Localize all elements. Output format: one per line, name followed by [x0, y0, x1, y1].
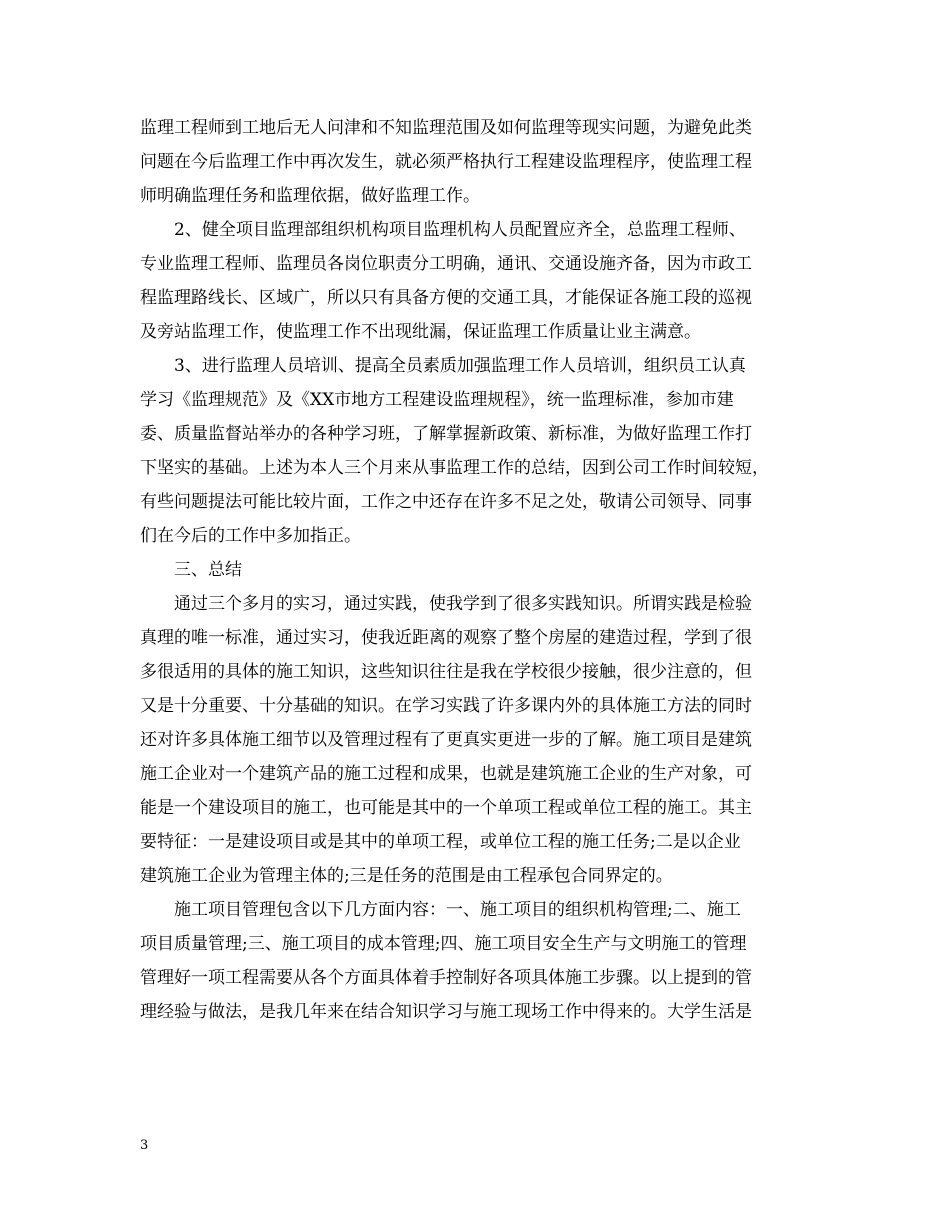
- text-line: 施工企业对一个建筑产品的施工过程和成果，也就是建筑施工企业的生产对象，可: [140, 764, 752, 784]
- text-line: 能是一个建设项目的施工，也可能是其中的一个单项工程或单位工程的施工。其主: [140, 798, 752, 818]
- text-line: 有些问题提法可能比较片面，工作之中还存在许多不足之处，敬请公司领导、同事: [140, 492, 752, 512]
- text-line: 监理工程师到工地后无人问津和不知监理范围及如何监理等现实问题，为避免此类: [140, 118, 752, 138]
- text-line: 项目质量管理;三、施工项目的成本管理;四、施工项目安全生产与文明施工的管理: [140, 934, 747, 954]
- text-line: 真理的唯一标准，通过实习，使我近距离的观察了整个房屋的建造过程，学到了很: [140, 628, 752, 648]
- text-line: 通过三个多月的实习，通过实践，使我学到了很多实践知识。所谓实践是检验: [174, 594, 752, 614]
- text-line: 多很适用的具体的施工知识，这些知识往往是我在学校很少接触，很少注意的，但: [140, 662, 752, 682]
- text-line: 及旁站监理工作，使监理工作不出现纰漏，保证监理工作质量让业主满意。: [140, 322, 701, 342]
- text-line: 专业监理工程师、监理员各岗位职责分工明确，通讯、交通设施齐备，因为市政工: [140, 254, 752, 274]
- body-text: [140, 113, 812, 1031]
- text-line: 程监理路线长、区域广，所以只有具备方便的交通工具，才能保证各施工段的巡视: [140, 288, 752, 308]
- text-line: 问题在今后监理工作中再次发生，就必须严格执行工程建设监理程序，使监理工程: [140, 152, 752, 172]
- page-number: 3: [140, 1138, 149, 1153]
- text-line: 还对许多具体施工细节以及管理过程有了更真实更进一步的了解。施工项目是建筑: [140, 730, 752, 750]
- text-line: 下坚实的基础。上述为本人三个月来从事监理工作的总结，因到公司工作时间较短，: [140, 458, 769, 478]
- text-line: 建筑施工企业为管理主体的;三是任务的范围是由工程承包合同界定的。: [140, 866, 673, 886]
- text-line: 理经验与做法，是我几年来在结合知识学习与施工现场工作中得来的。大学生活是: [140, 1002, 752, 1022]
- text-line: 们在今后的工作中多加指正。: [140, 526, 361, 546]
- text-line: 学习《监理规范》及《XX市地方工程建设监理规程》，统一监理标准，参加市建: [140, 390, 734, 410]
- text-line: 施工项目管理包含以下几方面内容：一、施工项目的组织机构管理;二、施工: [174, 900, 741, 920]
- text-line: 师明确监理任务和监理依据，做好监理工作。: [140, 186, 480, 206]
- text-line: 又是十分重要、十分基础的知识。在学习实践了许多课内外的具体施工方法的同时: [140, 696, 752, 716]
- text-line: 2、健全项目监理部组织机构项目监理机构人员配置应齐全，总监理工程师、: [174, 220, 746, 240]
- text-line: 3、进行监理人员培训、提高全员素质加强监理工作人员培训，组织员工认真: [174, 356, 746, 376]
- text-line: 管理好一项工程需要从各个方面具体着手控制好各项具体施工步骤。以上提到的管: [140, 968, 752, 988]
- section-heading: 三、总结: [174, 560, 242, 580]
- text-line: 要特征：一是建设项目或是其中的单项工程，或单位工程的施工任务;二是以企业: [140, 832, 741, 852]
- text-line: 委、质量监督站举办的各种学习班，了解掌握新政策、新标准，为做好监理工作打: [140, 424, 752, 444]
